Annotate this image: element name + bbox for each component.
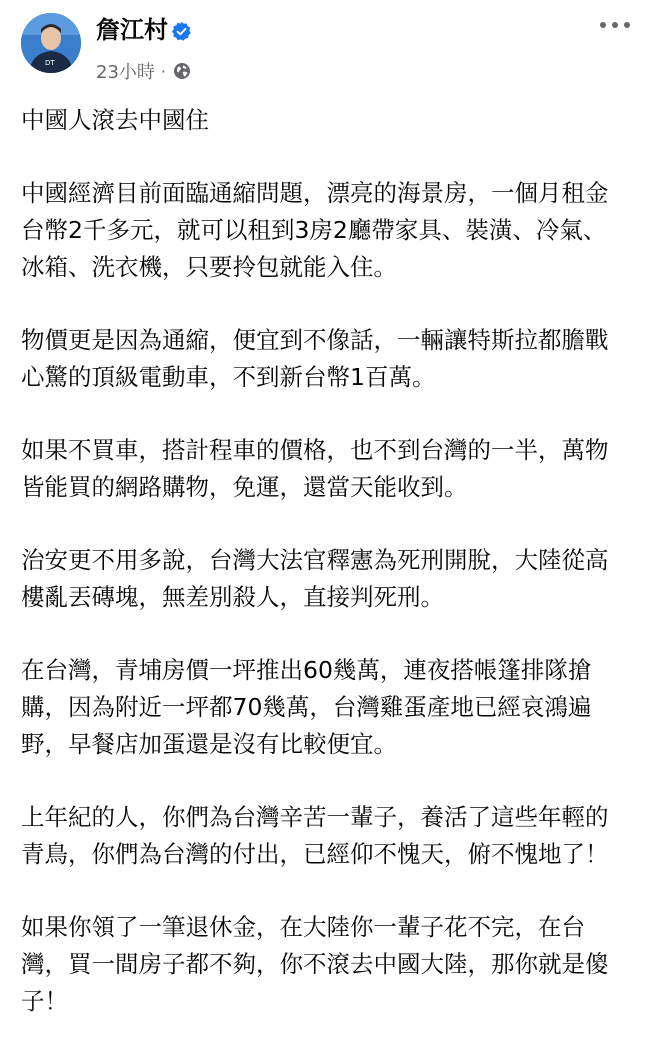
post-paragraph: 在台灣，青埔房價一坪推出60幾萬，連夜搭帳篷排隊搶 購，因為附近一坪都70幾萬，台灣雞蛋產地已經哀鴻遍 野，早餐店加蛋還是沒有比較便宜。: [21, 656, 592, 758]
post-paragraph: 中國人滾去中國住: [21, 106, 209, 134]
author-name[interactable]: 詹江村: [96, 16, 168, 44]
post-paragraph: 如果不買車，搭計程車的價格，也不到台灣的一半，萬物 皆能買的網路購物，免運，還當天能收到。: [21, 436, 609, 501]
globe-icon[interactable]: [173, 62, 191, 80]
more-options-button[interactable]: [595, 10, 635, 40]
post-body: [21, 102, 631, 1056]
author-avatar[interactable]: [21, 13, 81, 73]
more-options-icon: [598, 20, 632, 30]
post-paragraph: 如果你領了一筆退休金，在大陸你一輩子花不完，在台 灣，買一間房子都不夠，你不滾去中國大陸，那你就是傻 子！: [21, 913, 609, 1015]
post-paragraph: 上年紀的人，你們為台灣辛苦一輩子，養活了這些年輕的 青鳥，你們為台灣的付出，已經仰不愧天，俯不愧地了！: [21, 803, 609, 868]
svg-text:DT: DT: [45, 59, 55, 67]
meta-separator: ·: [160, 61, 166, 81]
verified-badge-icon: [171, 21, 192, 42]
post-paragraph: 治安更不用多說，台灣大法官釋憲為死刑開脫，大陸從高 樓亂丟磚塊，無差別殺人，直接判死刑。: [21, 546, 609, 611]
post-timestamp[interactable]: 23小時: [96, 62, 155, 83]
post-paragraph: 物價更是因為通縮，便宜到不像話，一輛讓特斯拉都膽戰 心驚的頂級電動車，不到新台幣1百萬。: [21, 326, 609, 391]
post-paragraph: 中國經濟目前面臨通縮問題，漂亮的海景房，一個月租金 台幣2千多元，就可以租到3房2廳帶家具、裝潢、冷氣、 冰箱、洗衣機，只要拎包就能入住。: [21, 179, 609, 281]
post-header: [0, 0, 648, 96]
post-meta: [96, 58, 191, 84]
